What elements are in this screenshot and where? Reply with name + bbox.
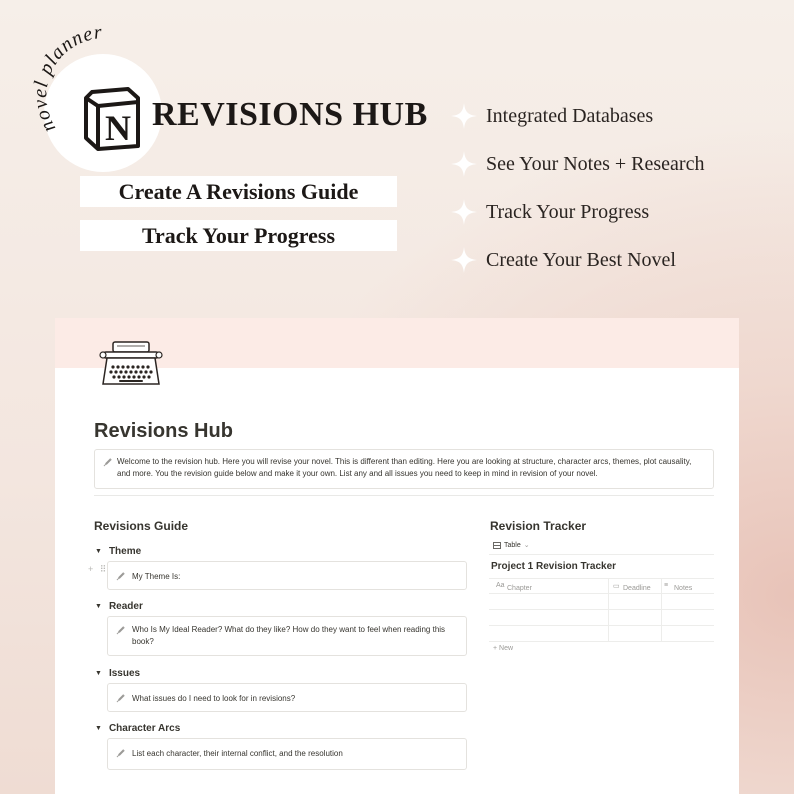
quill-icon — [103, 458, 112, 467]
toggle-theme[interactable] — [95, 546, 141, 557]
new-row-button[interactable]: + New — [493, 645, 514, 652]
toggle-caret-icon[interactable]: ▼ — [95, 670, 102, 677]
column-divider — [608, 578, 609, 642]
toggle-caret-icon[interactable]: ▼ — [95, 548, 102, 555]
typewriter-icon — [99, 340, 163, 388]
toggle-caret-icon[interactable]: ▼ — [95, 603, 102, 610]
pill-track-progress: Track Your Progress — [80, 220, 397, 251]
table-row[interactable] — [489, 610, 714, 626]
toggle-label: Theme — [108, 546, 142, 557]
notion-page-screenshot — [55, 318, 739, 794]
toggle-issues[interactable] — [95, 668, 140, 679]
quill-icon — [116, 749, 125, 758]
guide-heading: Revisions Guide — [94, 519, 189, 533]
column-divider — [661, 578, 662, 642]
quill-icon — [116, 694, 125, 703]
divider — [94, 495, 714, 496]
feature-label: See Your Notes + Research — [486, 152, 705, 175]
sparkle-icon — [450, 150, 478, 178]
view-divider — [489, 554, 714, 555]
feature-list — [450, 92, 780, 284]
prompt-box-reader[interactable] — [107, 616, 467, 656]
toggle-reader[interactable] — [95, 601, 143, 612]
calendar-icon: ▭ — [613, 583, 620, 590]
prompt-box-character-arcs[interactable] — [107, 738, 467, 770]
pill-revisions-guide: Create A Revisions Guide — [80, 176, 397, 207]
table-row[interactable] — [489, 626, 714, 642]
list-property-icon: ≡ — [664, 582, 669, 589]
block-drag-handle[interactable]: + ⠿ — [88, 564, 109, 574]
brand-logo — [18, 20, 168, 170]
table-icon — [493, 542, 501, 549]
feature-item — [450, 236, 780, 284]
database-title[interactable]: Project 1 Revision Tracker — [491, 561, 617, 572]
feature-label: Create Your Best Novel — [486, 248, 676, 271]
chevron-down-icon[interactable]: ⌄ — [523, 542, 530, 549]
notion-logo-icon — [78, 86, 144, 152]
welcome-callout[interactable] — [94, 449, 714, 489]
table-row[interactable] — [489, 594, 714, 610]
feature-item — [450, 92, 780, 140]
logo-letter: N — [105, 108, 131, 148]
hero-title: REVISIONS HUB — [152, 96, 428, 133]
toggle-caret-icon[interactable]: ▼ — [95, 725, 102, 732]
quill-icon — [116, 572, 125, 581]
prompt-box-theme[interactable] — [107, 561, 467, 590]
sparkle-icon — [450, 246, 478, 274]
arc-label: novel planner — [29, 21, 104, 137]
feature-item — [450, 140, 780, 188]
toggle-label: Character Arcs — [108, 723, 181, 734]
toggle-label: Issues — [108, 668, 141, 679]
text-property-icon: Aa — [496, 582, 505, 589]
prompt-text: List each character, their internal conflict, and the resolution — [132, 749, 343, 758]
quill-icon — [116, 626, 125, 635]
sparkle-icon — [450, 198, 478, 226]
table-header: Aa Chapter ▭ Deadline ≡ Notes — [489, 578, 714, 594]
prompt-text: Who Is My Ideal Reader? What do they like? How do they want to feel when reading this book? — [132, 625, 446, 646]
tracker-heading: Revision Tracker — [490, 519, 587, 533]
prompt-text: My Theme Is: — [132, 572, 181, 581]
prompt-text: What issues do I need to look for in revisions? — [132, 694, 296, 703]
feature-item — [450, 188, 780, 236]
toggle-label: Reader — [108, 601, 143, 612]
page-title: Revisions Hub — [94, 420, 233, 442]
view-tab-label: Table — [504, 541, 521, 549]
toggle-character-arcs[interactable] — [95, 723, 180, 734]
feature-label: Integrated Databases — [486, 104, 654, 127]
view-tab-table[interactable] — [493, 541, 530, 549]
sparkle-icon — [450, 102, 478, 130]
callout-text: Welcome to the revision hub. Here you will revise your novel. This is different than editing. Here you are looking at structure, character arcs, themes, plot causality, and more. You the revision guide below and make it your own. List any and all issues you need to keep in mind in revision of your novel. — [117, 457, 692, 478]
prompt-box-issues[interactable] — [107, 683, 467, 712]
feature-label: Track Your Progress — [486, 200, 650, 223]
